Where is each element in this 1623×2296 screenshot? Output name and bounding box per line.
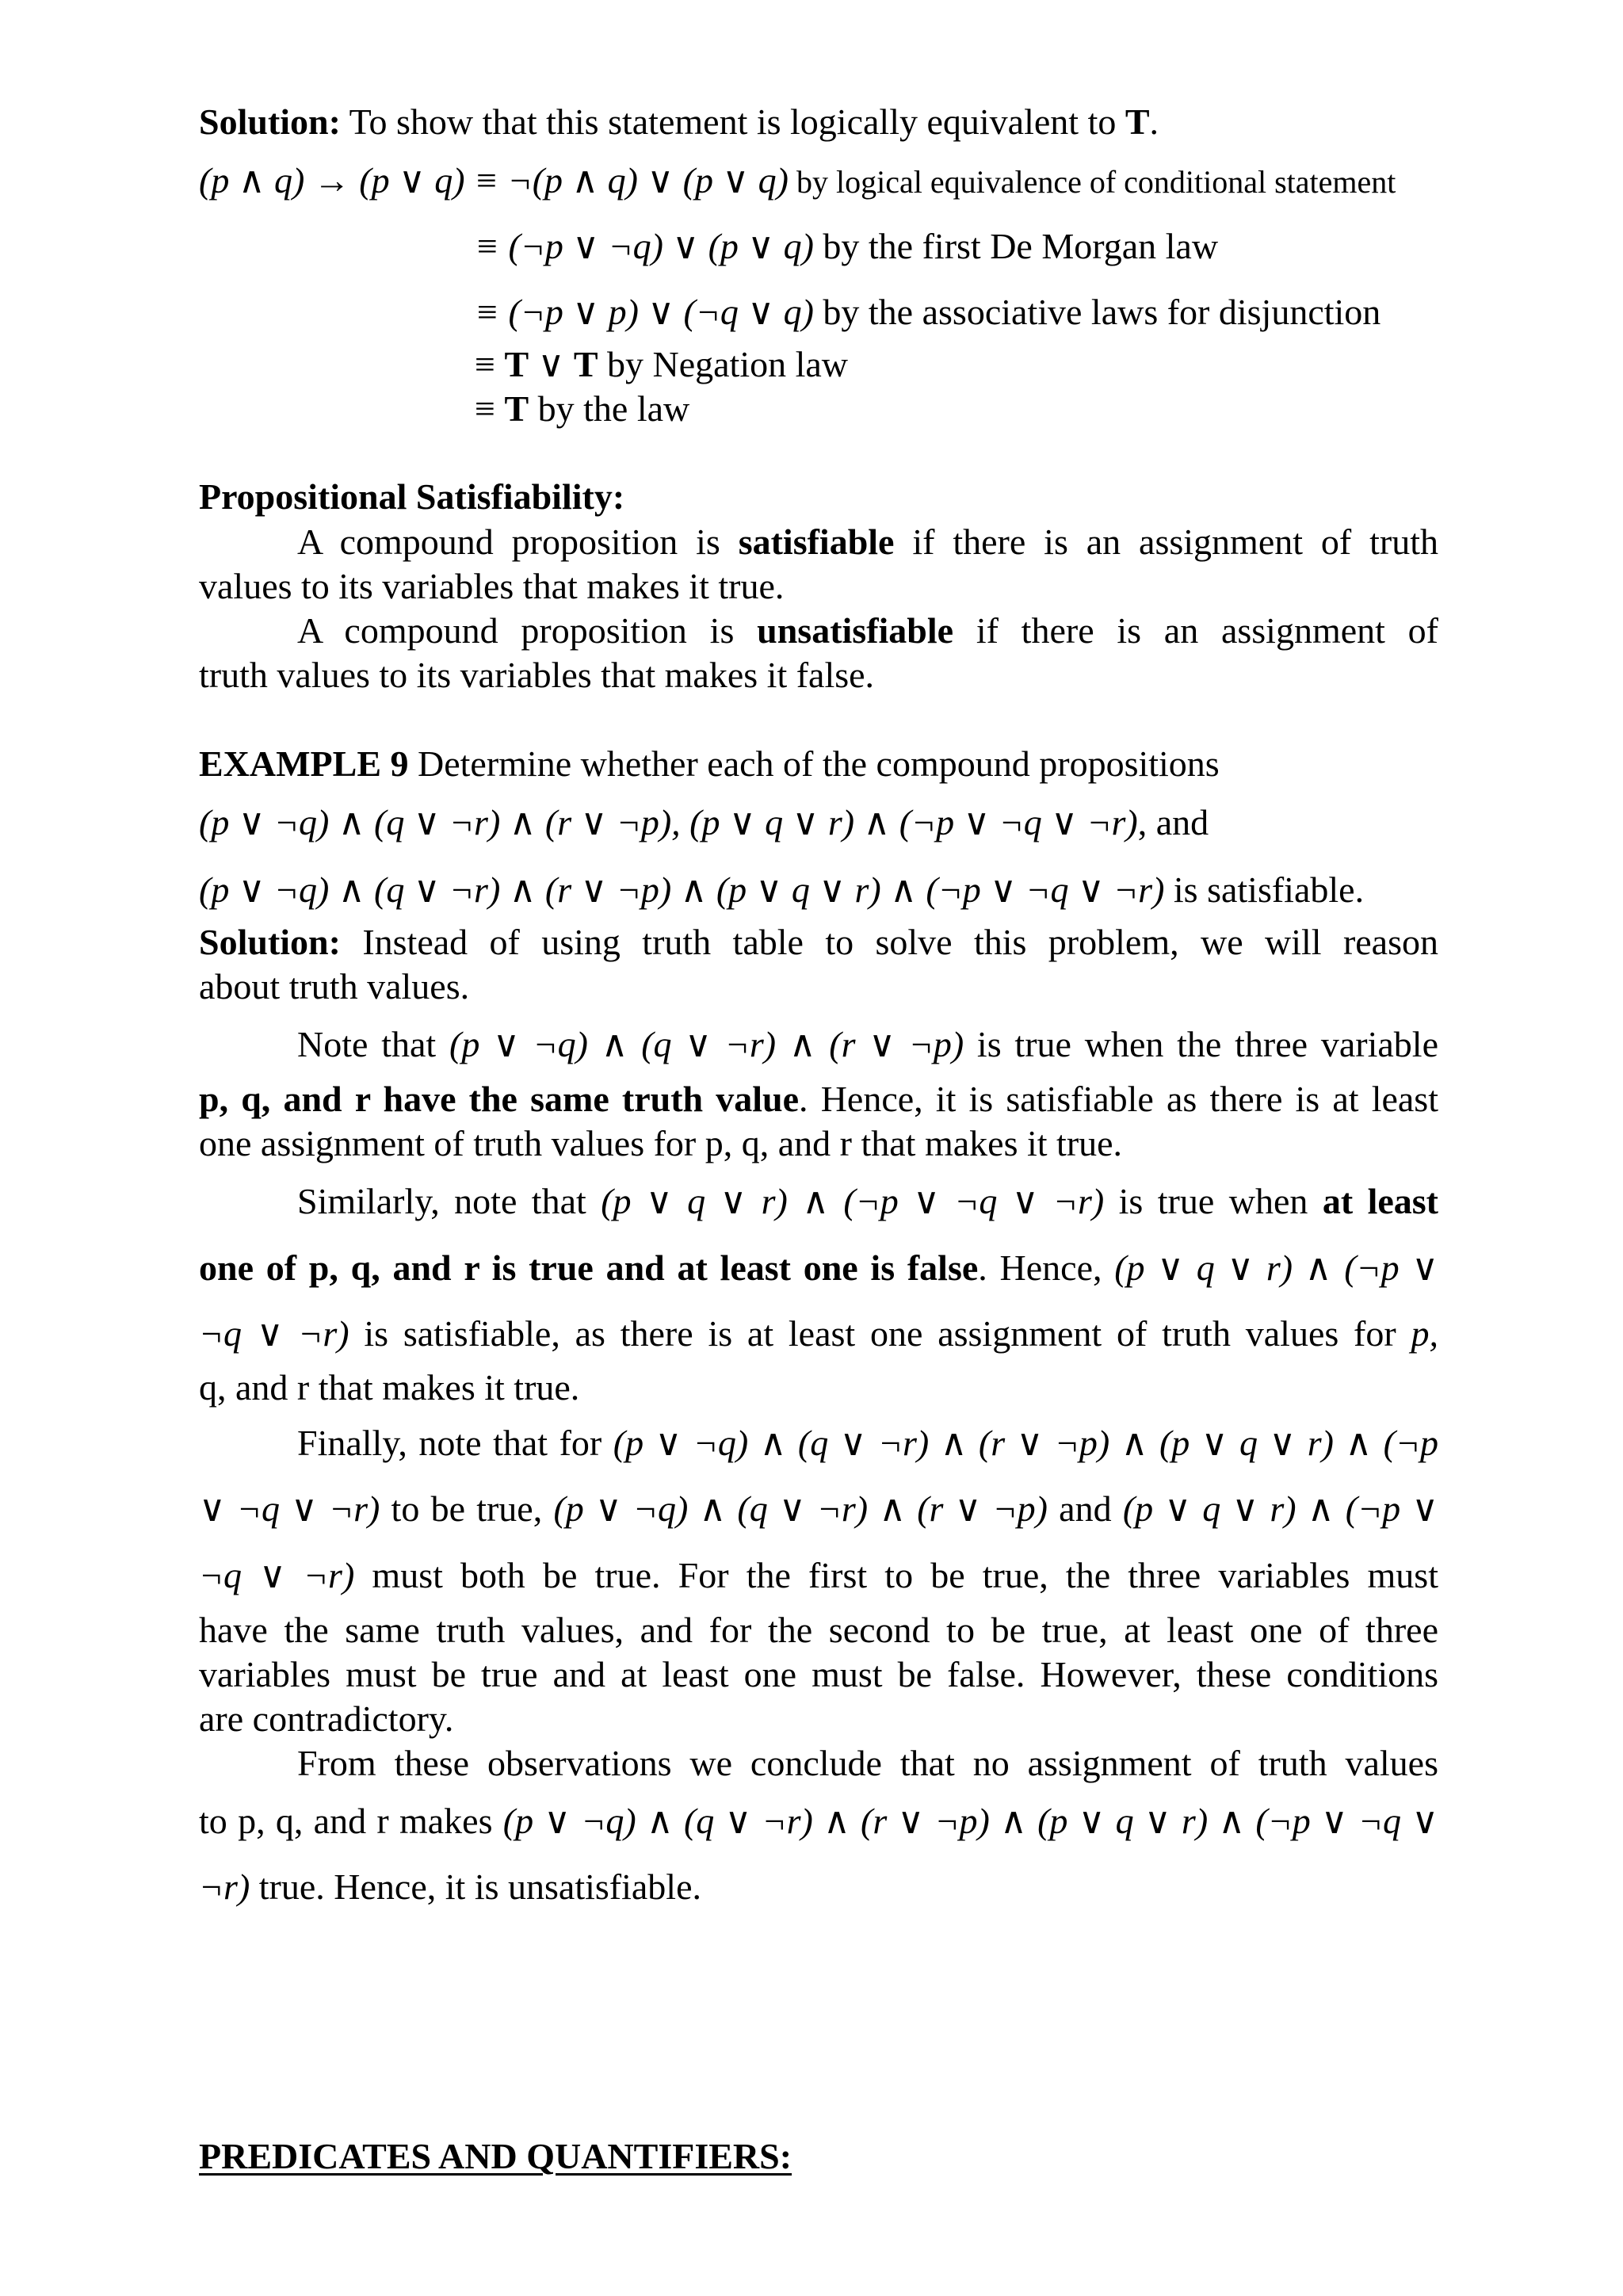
equivalence-step-1 [199,159,1396,204]
text: values to its variables that makes it true. [199,566,785,606]
example-9-intro [199,742,1220,786]
formula: (p ∨ ¬q) ∧ (q ∨ ¬r) ∧ (r ∨ ¬p), (p ∨ q ∨ r) ∧ (¬p ∨ ¬q ∨ ¬r) [199,802,1138,842]
finally-line-4 [199,1608,1438,1652]
term-unsatisfiable: unsatisfiable [757,610,954,651]
formula: (p ∨ ¬q) ∧ (q ∨ ¬r) ∧ (r ∨ ¬p) [449,1024,964,1064]
step-reason: by the law [529,388,690,429]
note-line-2 [199,1077,1438,1121]
truth-constant: T [504,344,529,384]
conclusion-line-1 [297,1741,1438,1786]
text: if there is an assignment of truth [894,521,1438,562]
formula: (p ∨ ¬q) ∧ (q ∨ ¬r) ∧ (r ∨ ¬p) ∧ (p ∨ q ∨ r) ∧ (¬p ∨ ¬q ∨ ¬r) [199,869,1165,910]
section-heading-predicates [199,2134,792,2179]
formula: ¬q ∨ ¬r) [199,1555,355,1595]
text: to p, q, and r makes [199,1801,503,1841]
section-heading-satisfiability [199,475,624,519]
solution-label: Solution: [199,922,341,962]
finally-line-6 [199,1697,453,1741]
text: truth values to its variables that makes it false. [199,655,875,695]
finally-line-1 [297,1421,1438,1465]
variable: p, [1411,1313,1438,1354]
term-satisfiable: satisfiable [738,521,895,562]
formula: (p ∨ q ∨ r) ∧ (¬p ∨ [1122,1488,1439,1529]
text: have the same truth values, and for the second to be true, at least one of three [199,1610,1438,1650]
note-line-1 [297,1022,1438,1067]
unsatisfiable-definition-line-2 [199,653,874,697]
text: Finally, note that for [297,1423,613,1463]
text: is true when the three variable [964,1024,1439,1064]
satisfiable-definition-line-1 [297,520,1438,564]
solution-intro-line [199,100,1159,144]
formula: ¬r) [199,1866,250,1907]
finally-line-5 [199,1652,1438,1697]
equiv-sign: ≡ [475,388,505,429]
text: is satisfiable. [1164,869,1365,910]
truth-constant: T [504,388,529,429]
formula: (p ∨ ¬q) ∧ (q ∨ ¬r) ∧ (r ∨ ¬p) ∧ (p ∨ q ∨ r) ∧ (¬p ∨ ¬q ∨ [502,1801,1439,1841]
text: . Hence, it is satisfiable as there is at least [799,1079,1438,1119]
text: A compound proposition is [297,521,739,562]
unsatisfiable-definition-line-1 [297,609,1438,653]
text: Similarly, note that [297,1181,601,1221]
conclusion-line-2 [199,1799,1438,1843]
example-9-expressions-line-2 [199,868,1364,912]
step-expression: (p ∧ q) → (p ∨ q) ≡ ¬(p ∧ q) ∨ (p ∨ q) [199,160,789,201]
formula: (p ∨ q ∨ r) ∧ (¬p ∨ [1114,1247,1438,1288]
text: , and [1137,802,1209,842]
equiv-sign: ≡ [475,344,505,384]
step-reason: by Negation law [598,344,849,384]
formula: ¬q ∨ ¬r) [199,1313,349,1354]
step-expression: ≡ (¬p ∨ p) ∨ (¬q ∨ q) [475,292,814,332]
equivalence-step-4 [475,342,848,387]
equivalence-step-3 [475,290,1381,334]
text: Determine whether each of the compound propositions [408,743,1220,784]
note-line-3 [199,1121,1122,1166]
formula: (p ∨ q ∨ r) ∧ (¬p ∨ ¬q ∨ ¬r) [601,1181,1105,1221]
satisfiable-definition-line-2 [199,564,784,609]
text: one assignment of truth values for p, q, and r that makes it true. [199,1123,1123,1163]
solution-2-line-2 [199,965,469,1009]
similarly-line-1 [297,1179,1438,1224]
text: must both be true. For the first to be true, the three variables must [354,1555,1438,1595]
text: about truth values. [199,966,470,1007]
text: to be true, [380,1488,554,1529]
or-sign: ∨ [529,344,574,384]
text: Note that [297,1024,449,1064]
text: is true when [1104,1181,1323,1221]
text: and [1047,1488,1123,1529]
text: q, and r that makes it true. [199,1367,580,1408]
similarly-line-4 [199,1366,579,1410]
emphasis: p, q, and r have the same truth value [199,1079,800,1119]
example-label: EXAMPLE 9 [199,743,409,784]
equivalence-step-5 [475,387,689,431]
step-reason: by logical equivalence of conditional statement [788,164,1396,200]
step-reason: by the first De Morgan law [813,226,1219,266]
example-9-expressions-line-1 [199,800,1209,845]
period: . [1149,101,1159,142]
text: true. Hence, it is unsatisfiable. [250,1866,701,1907]
solution-label: Solution: [199,101,341,142]
text: From these observations we conclude that no assignment of truth values [297,1743,1438,1783]
formula: (p ∨ ¬q) ∧ (q ∨ ¬r) ∧ (r ∨ ¬p) [553,1488,1048,1529]
similarly-line-3 [199,1312,1438,1356]
heading-text: PREDICATES AND QUANTIFIERS: [199,2136,792,2176]
heading-text: Propositional Satisfiability: [199,476,625,517]
conclusion-line-3 [199,1865,701,1909]
text: is satisfiable, as there is at least one assignment of truth values for [349,1313,1411,1354]
step-reason: by the associative laws for disjunction [813,292,1381,332]
finally-line-2 [199,1487,1438,1531]
emphasis: one of p, q, and r is true and at least one is false [199,1247,979,1288]
text: Instead of using truth table to solve this problem, we will reason [340,922,1438,962]
step-expression: ≡ (¬p ∨ ¬q) ∨ (p ∨ q) [475,226,814,266]
text: variables must be true and at least one must be false. However, these conditions [199,1654,1438,1694]
truth-constant: T [1125,101,1150,142]
truth-constant: T [573,344,598,384]
text: A compound proposition is [297,610,758,651]
finally-line-3 [199,1553,1438,1598]
text: if there is an assignment of [953,610,1438,651]
text: . Hence, [978,1247,1115,1288]
equivalence-step-2 [475,224,1218,269]
similarly-line-2 [199,1246,1438,1290]
emphasis: at least [1322,1181,1438,1221]
solution-2-line-1 [199,920,1438,965]
formula: ∨ ¬q ∨ ¬r) [199,1488,380,1529]
formula: (p ∨ ¬q) ∧ (q ∨ ¬r) ∧ (r ∨ ¬p) ∧ (p ∨ q ∨ r) ∧ (¬p [613,1423,1438,1463]
solution-intro-text: To show that this statement is logically equivalent to [340,101,1125,142]
text: are contradictory. [199,1698,454,1739]
